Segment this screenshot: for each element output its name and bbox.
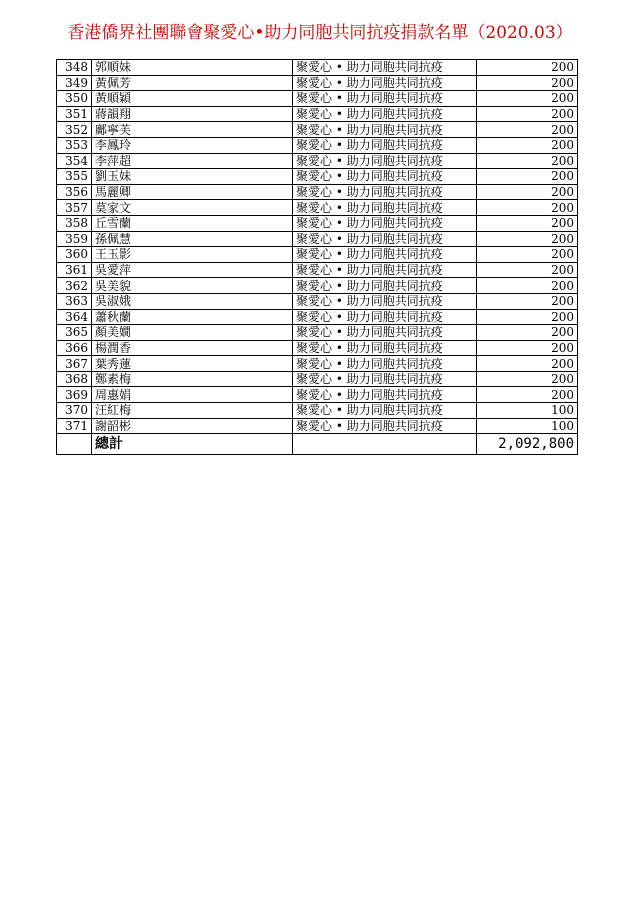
row-number: 360 (57, 247, 92, 263)
row-number: 357 (57, 200, 92, 216)
donation-amount: 200 (477, 325, 578, 341)
donor-name: 李鳳玲 (92, 137, 293, 153)
donation-amount: 200 (477, 309, 578, 325)
donor-name: 丘雪蘭 (92, 215, 293, 231)
donor-name: 鄺寧芙 (92, 122, 293, 138)
row-number: 350 (57, 91, 92, 107)
donation-rows (57, 60, 578, 434)
donor-name: 王玉影 (92, 247, 293, 263)
donation-purpose: 聚愛心 • 助力同胞共同抗疫 (293, 231, 477, 247)
donation-amount: 200 (477, 91, 578, 107)
donor-name: 周惠娟 (92, 387, 293, 403)
table-row (57, 418, 578, 434)
donation-purpose: 聚愛心 • 助力同胞共同抗疫 (293, 262, 477, 278)
donation-purpose: 聚愛心 • 助力同胞共同抗疫 (293, 371, 477, 387)
donor-name: 李萍超 (92, 153, 293, 169)
donation-purpose: 聚愛心 • 助力同胞共同抗疫 (293, 387, 477, 403)
table-row (57, 75, 578, 91)
donation-table (56, 59, 578, 455)
donation-amount: 200 (477, 278, 578, 294)
row-number: 359 (57, 231, 92, 247)
total-amount: 2,092,800 (477, 434, 578, 455)
table-row (57, 325, 578, 341)
table-row (57, 231, 578, 247)
donation-purpose: 聚愛心 • 助力同胞共同抗疫 (293, 247, 477, 263)
row-number: 364 (57, 309, 92, 325)
row-number: 353 (57, 137, 92, 153)
table-row (57, 340, 578, 356)
donation-amount: 200 (477, 137, 578, 153)
document-title: 香港僑界社團聯會聚愛心•助力同胞共同抗疫捐款名單（2020.03） (67, 23, 573, 43)
donation-purpose: 聚愛心 • 助力同胞共同抗疫 (293, 215, 477, 231)
row-number: 349 (57, 75, 92, 91)
table-row (57, 106, 578, 122)
donor-name: 黃順穎 (92, 91, 293, 107)
row-number: 354 (57, 153, 92, 169)
table-row (57, 309, 578, 325)
row-number: 366 (57, 340, 92, 356)
donation-purpose: 聚愛心 • 助力同胞共同抗疫 (293, 309, 477, 325)
row-number: 358 (57, 215, 92, 231)
donation-amount: 100 (477, 403, 578, 419)
donor-name: 楊潤香 (92, 340, 293, 356)
table-row (57, 278, 578, 294)
row-number: 369 (57, 387, 92, 403)
donation-purpose: 聚愛心 • 助力同胞共同抗疫 (293, 278, 477, 294)
donor-name: 莫家文 (92, 200, 293, 216)
donation-amount: 200 (477, 169, 578, 185)
donation-purpose: 聚愛心 • 助力同胞共同抗疫 (293, 169, 477, 185)
donation-amount: 200 (477, 293, 578, 309)
total-row (57, 434, 578, 455)
donation-amount: 200 (477, 371, 578, 387)
row-number: 351 (57, 106, 92, 122)
donation-purpose: 聚愛心 • 助力同胞共同抗疫 (293, 122, 477, 138)
table-row (57, 60, 578, 76)
donation-amount: 200 (477, 262, 578, 278)
donor-name: 葉秀蓮 (92, 356, 293, 372)
donor-name: 孫佩慧 (92, 231, 293, 247)
donor-name: 鄭素梅 (92, 371, 293, 387)
total-no-cell (57, 434, 92, 455)
table-row (57, 122, 578, 138)
row-number: 371 (57, 418, 92, 434)
table-row (57, 371, 578, 387)
donation-amount: 200 (477, 60, 578, 76)
donor-name: 吳淑娥 (92, 293, 293, 309)
row-number: 356 (57, 184, 92, 200)
total-label: 總計 (92, 434, 293, 455)
table-row (57, 184, 578, 200)
row-number: 368 (57, 371, 92, 387)
donation-purpose: 聚愛心 • 助力同胞共同抗疫 (293, 200, 477, 216)
row-number: 355 (57, 169, 92, 185)
donation-purpose: 聚愛心 • 助力同胞共同抗疫 (293, 91, 477, 107)
donation-purpose: 聚愛心 • 助力同胞共同抗疫 (293, 356, 477, 372)
donation-amount: 200 (477, 153, 578, 169)
donation-amount: 200 (477, 340, 578, 356)
table-row (57, 215, 578, 231)
table-row (57, 293, 578, 309)
total-purpose-cell (293, 434, 477, 455)
row-number: 362 (57, 278, 92, 294)
donor-name: 蔣韻翔 (92, 106, 293, 122)
donation-amount: 200 (477, 122, 578, 138)
table-row (57, 403, 578, 419)
donation-amount: 200 (477, 356, 578, 372)
donation-purpose: 聚愛心 • 助力同胞共同抗疫 (293, 403, 477, 419)
donation-purpose: 聚愛心 • 助力同胞共同抗疫 (293, 325, 477, 341)
table-row (57, 387, 578, 403)
donor-name: 黃佩芳 (92, 75, 293, 91)
donation-amount: 200 (477, 75, 578, 91)
donation-purpose: 聚愛心 • 助力同胞共同抗疫 (293, 153, 477, 169)
donation-purpose: 聚愛心 • 助力同胞共同抗疫 (293, 184, 477, 200)
row-number: 361 (57, 262, 92, 278)
donor-name: 謝韶彬 (92, 418, 293, 434)
row-number: 363 (57, 293, 92, 309)
donation-amount: 100 (477, 418, 578, 434)
donation-amount: 200 (477, 106, 578, 122)
table-row (57, 356, 578, 372)
table-row (57, 169, 578, 185)
donation-purpose: 聚愛心 • 助力同胞共同抗疫 (293, 340, 477, 356)
donor-name: 吳愛萍 (92, 262, 293, 278)
table-row (57, 262, 578, 278)
donation-purpose: 聚愛心 • 助力同胞共同抗疫 (293, 75, 477, 91)
row-number: 370 (57, 403, 92, 419)
table-row (57, 153, 578, 169)
donor-name: 郭順妹 (92, 60, 293, 76)
row-number: 365 (57, 325, 92, 341)
donation-amount: 200 (477, 184, 578, 200)
donation-amount: 200 (477, 200, 578, 216)
donation-amount: 200 (477, 247, 578, 263)
table-row (57, 200, 578, 216)
donation-amount: 200 (477, 231, 578, 247)
donor-name: 顏美嫺 (92, 325, 293, 341)
row-number: 348 (57, 60, 92, 76)
donor-name: 馬麗卿 (92, 184, 293, 200)
donation-purpose: 聚愛心 • 助力同胞共同抗疫 (293, 293, 477, 309)
table-row (57, 247, 578, 263)
donation-amount: 200 (477, 215, 578, 231)
row-number: 352 (57, 122, 92, 138)
donation-purpose: 聚愛心 • 助力同胞共同抗疫 (293, 418, 477, 434)
donation-amount: 200 (477, 387, 578, 403)
donor-name: 汪紅梅 (92, 403, 293, 419)
donor-name: 劉玉妹 (92, 169, 293, 185)
donor-name: 吳美貌 (92, 278, 293, 294)
donor-name: 蕭秋蘭 (92, 309, 293, 325)
donation-purpose: 聚愛心 • 助力同胞共同抗疫 (293, 137, 477, 153)
donation-purpose: 聚愛心 • 助力同胞共同抗疫 (293, 106, 477, 122)
table-row (57, 137, 578, 153)
donation-purpose: 聚愛心 • 助力同胞共同抗疫 (293, 60, 477, 76)
row-number: 367 (57, 356, 92, 372)
table-row (57, 91, 578, 107)
